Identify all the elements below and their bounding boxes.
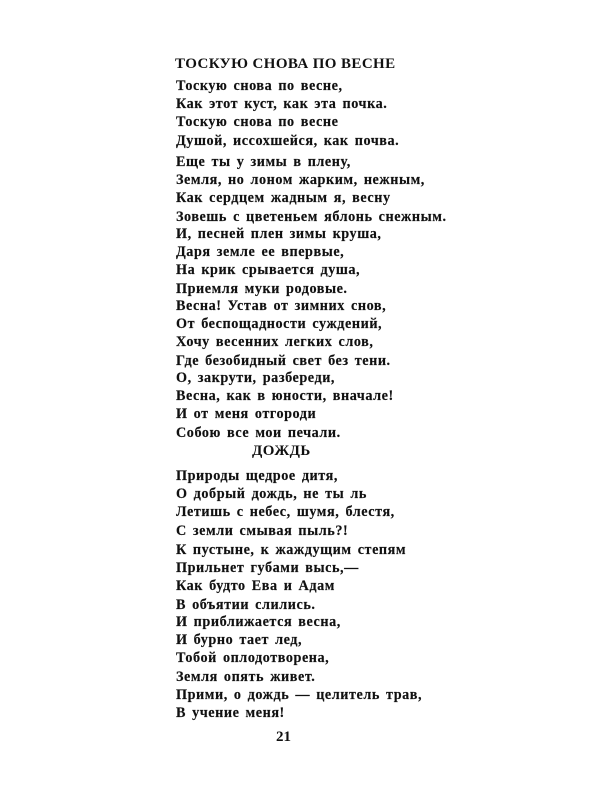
poem-line: И от меня отгороди bbox=[176, 406, 317, 423]
poem-line: Как будто Ева и Адам bbox=[176, 578, 335, 595]
poem-line: Тоскую снова по весне, bbox=[176, 78, 343, 94]
poem-line: Весна! Устав от зимних снов, bbox=[176, 298, 387, 314]
poem-line: Хочу весенних легких слов, bbox=[176, 334, 374, 351]
poem-line: Природы щедрое дитя, bbox=[176, 468, 338, 484]
stanza bbox=[176, 686, 422, 722]
poem-line: Тоскую снова по весне bbox=[176, 114, 339, 131]
poem-title: ТОСКУЮ СНОВА ПО ВЕСНЕ bbox=[175, 56, 396, 72]
stanza bbox=[176, 369, 394, 442]
stanza bbox=[176, 153, 447, 226]
stanza bbox=[176, 297, 391, 370]
poem-line: Тобой оплодотворена, bbox=[176, 650, 330, 667]
poem-line: Как этот куст, как эта почка. bbox=[176, 96, 388, 113]
poem-line: Как сердцем жадным я, весну bbox=[176, 190, 391, 207]
poem-line: Зовешь с цветеньем яблонь снежным. bbox=[176, 208, 447, 225]
poem-line: Весна, как в юности, вначале! bbox=[176, 388, 394, 405]
stanza bbox=[176, 225, 381, 298]
poem-line: К пустыне, к жаждущим степям bbox=[176, 542, 407, 558]
poem-line: Где безобидный свет без тени. bbox=[176, 352, 391, 369]
poem-line: С земли смывая пыль?! bbox=[176, 522, 349, 539]
poem-title: ДОЖДЬ bbox=[252, 443, 311, 459]
poem-line: В объятии слились. bbox=[176, 596, 316, 613]
stanza bbox=[176, 541, 406, 614]
poem-line: В учение меня! bbox=[176, 705, 285, 722]
poem-line: Собою все мои печали. bbox=[176, 424, 341, 441]
poem-line: О, закрути, разбереди, bbox=[176, 370, 336, 386]
stanza bbox=[176, 613, 341, 686]
stanza bbox=[176, 77, 399, 150]
poem-line: И приближается весна, bbox=[176, 614, 341, 630]
poem-line: Приемля муки родовые. bbox=[176, 280, 348, 297]
poem-line: Земля, но лоном жарким, нежным, bbox=[176, 172, 425, 189]
poem-line: И, песней плен зимы круша, bbox=[176, 226, 382, 242]
poem-line: На крик срывается душа, bbox=[176, 262, 361, 279]
poem-line: Даря земле ее впервые, bbox=[176, 244, 345, 261]
poem-line: От беспощадности суждений, bbox=[176, 316, 383, 333]
poem-line: Прильнет губами высь,— bbox=[176, 560, 359, 577]
poem-line: Прими, о дождь — целитель трав, bbox=[176, 687, 423, 703]
page-number: 21 bbox=[276, 729, 291, 745]
poem-line: И бурно тает лед, bbox=[176, 632, 303, 649]
poem-line: Летишь с небес, шумя, блестя, bbox=[176, 504, 395, 521]
stanza bbox=[176, 467, 395, 540]
poem-line: Еще ты у зимы в плену, bbox=[176, 154, 351, 170]
poem-line: О добрый дождь, не ты ль bbox=[176, 486, 367, 503]
poem-line: Земля опять живет. bbox=[176, 668, 316, 685]
poem-line: Душой, иссохшейся, как почва. bbox=[176, 132, 400, 149]
